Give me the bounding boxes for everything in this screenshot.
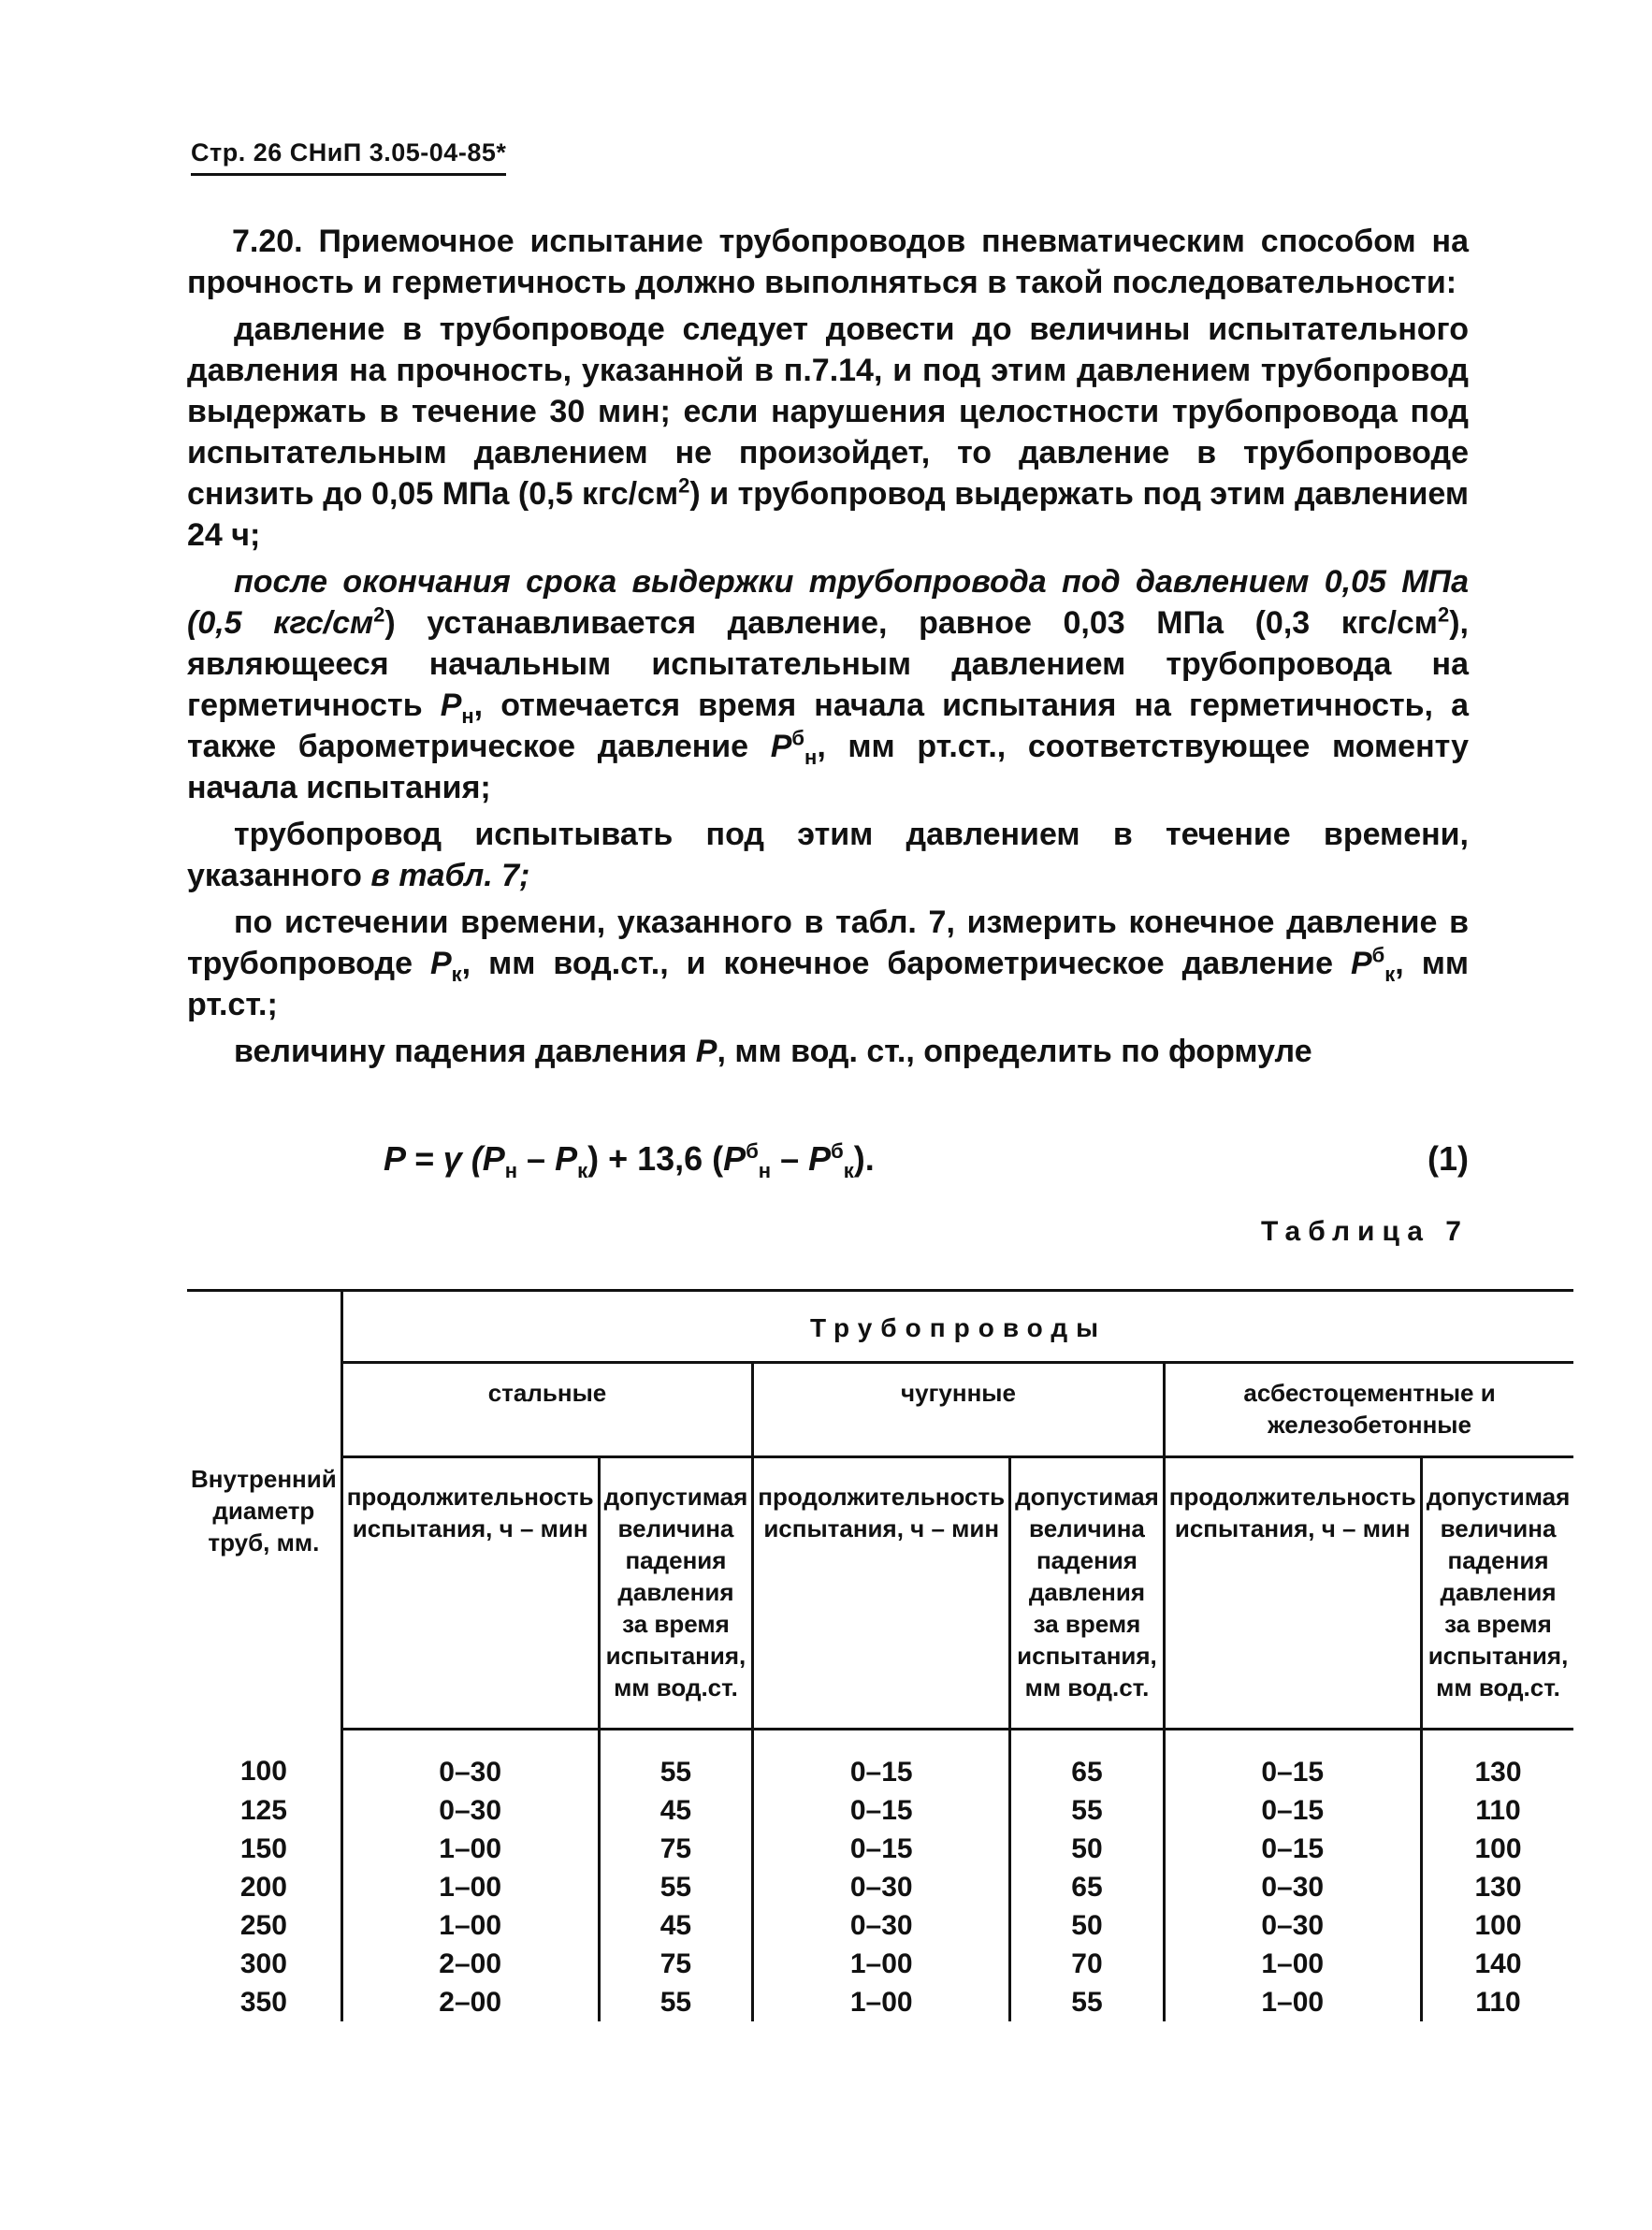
symbol-p: P bbox=[429, 946, 452, 981]
table-cell: 0–15 bbox=[1164, 1830, 1421, 1868]
p3-a: трубопровод испытывать под этим давлением в течение времени, указанного bbox=[187, 817, 1469, 893]
formula-minus: – bbox=[771, 1139, 809, 1178]
formula-sub: н bbox=[504, 1159, 518, 1183]
subgroup-cast-iron: чугунные bbox=[753, 1363, 1165, 1457]
group-header-pipelines: Трубопроводы bbox=[341, 1291, 1573, 1363]
table-cell: 50 bbox=[1010, 1830, 1165, 1868]
p4-b: , мм вод.ст., и конечное барометрическое давление bbox=[461, 946, 1351, 981]
table-cell: 0–30 bbox=[753, 1906, 1010, 1945]
symbol-p: P bbox=[695, 1034, 717, 1069]
formula-symbol: P bbox=[482, 1139, 505, 1178]
p1-sup: 2 bbox=[678, 473, 690, 498]
paragraph-pressure-drop bbox=[187, 1031, 1469, 1072]
table-cell: 1–00 bbox=[1164, 1945, 1421, 1983]
table-caption: Таблица 7 bbox=[1260, 1216, 1469, 1247]
table-row bbox=[187, 1868, 1573, 1906]
formula-symbol: P bbox=[555, 1139, 578, 1178]
table-cell: 65 bbox=[1010, 1868, 1165, 1906]
symbol-sub: к bbox=[451, 962, 462, 986]
cell-diameter: 250 bbox=[239, 1910, 287, 1941]
table-cell: 50 bbox=[1010, 1906, 1165, 1945]
formula-symbol: P bbox=[808, 1139, 832, 1178]
symbol-p: P bbox=[770, 729, 792, 764]
formula-minus: – bbox=[517, 1139, 556, 1178]
table-cell: 0–30 bbox=[1164, 1868, 1421, 1906]
formula-lhs: P = γ ( bbox=[384, 1139, 483, 1178]
table-cell: 0–15 bbox=[753, 1830, 1010, 1868]
table-cell: 1–00 bbox=[753, 1945, 1010, 1983]
p2-b: ) устанавливается давление, равное 0,03 МПа (0,3 кгс/см bbox=[384, 605, 1438, 641]
table-row bbox=[187, 1791, 1573, 1830]
table-cell: 45 bbox=[599, 1906, 753, 1945]
cell-diameter: 350 bbox=[239, 1987, 287, 2018]
formula-sub: к bbox=[843, 1159, 854, 1183]
paragraph-tightness-start bbox=[187, 561, 1469, 808]
table-7 bbox=[187, 1289, 1573, 2021]
table-subheader-row bbox=[187, 1363, 1573, 1457]
table-row bbox=[187, 1906, 1573, 1945]
p2-c: ), являющееся начальным испытательным давлением трубопровода на герметичность bbox=[187, 605, 1469, 723]
formula-sup: б bbox=[746, 1139, 759, 1163]
table-cell: 130 bbox=[1421, 1868, 1573, 1906]
column-header-drop: допустимая величина падения давления за время испытания, мм вод.ст. bbox=[1010, 1457, 1165, 1730]
intro-text: Приемочное испытание трубопроводов пневматическим способом на прочность и герметичность должно выполняться в такой последовательности: bbox=[187, 224, 1469, 300]
p2-sup1: 2 bbox=[373, 602, 385, 627]
table-cell: 65 bbox=[1010, 1730, 1165, 1792]
p1-text: давление в трубопроводе следует довести до величины испытательного давления на прочность, указанной в п.7.14, и под этим давлением трубопровод выдержать в течение 30 мин; если нарушения целостности трубопровода под испытательным давлением не произойдет, то давление в трубопроводе снизить до 0,05 МПа (0,5 кгс/см bbox=[187, 311, 1469, 512]
formula-sub: н bbox=[758, 1159, 772, 1183]
formula-sup: б bbox=[831, 1139, 844, 1163]
table-cell: 55 bbox=[599, 1868, 753, 1906]
paragraph-final-pressure bbox=[187, 902, 1469, 1025]
table-cell: 75 bbox=[599, 1945, 753, 1983]
table-cell: 55 bbox=[599, 1983, 753, 2021]
symbol-p: P bbox=[1350, 946, 1372, 981]
table-cell: 130 bbox=[1421, 1730, 1573, 1792]
section-7-20 bbox=[187, 221, 1469, 1078]
table-cell: 0–15 bbox=[753, 1791, 1010, 1830]
table-cell: 1–00 bbox=[341, 1868, 599, 1906]
table-cell: 45 bbox=[599, 1791, 753, 1830]
column-header-duration: продолжительность испытания, ч – мин bbox=[341, 1457, 599, 1730]
table-cell: 2–00 bbox=[341, 1983, 599, 2021]
table-cell: 0–15 bbox=[753, 1730, 1010, 1792]
page-header: Стр. 26 СНиП 3.05-04-85* bbox=[191, 138, 506, 176]
column-header-drop: допустимая величина падения давления за время испытания, мм вод.ст. bbox=[599, 1457, 753, 1730]
formula-end: ). bbox=[853, 1139, 875, 1178]
formula-mid: ) + 13,6 ( bbox=[587, 1139, 724, 1178]
table-cell: 100 bbox=[1421, 1830, 1573, 1868]
symbol-sup: б bbox=[791, 726, 805, 750]
cell-diameter: 100 bbox=[239, 1756, 287, 1788]
table-cell: 0–15 bbox=[1164, 1791, 1421, 1830]
cell-diameter: 150 bbox=[239, 1833, 287, 1864]
table-cell: 0–30 bbox=[753, 1868, 1010, 1906]
p5-a: величину падения давления bbox=[234, 1034, 696, 1069]
symbol-sup: б bbox=[1371, 943, 1385, 967]
table-cell: 55 bbox=[599, 1730, 753, 1792]
p2-a: после окончания срока выдержки трубопровода под давлением 0,05 МПа (0,5 кгс/см bbox=[187, 564, 1469, 641]
table-leaf-header-row bbox=[187, 1457, 1573, 1730]
table-row bbox=[187, 1945, 1573, 1983]
table-cell: 1–00 bbox=[341, 1906, 599, 1945]
subgroup-steel: стальные bbox=[341, 1363, 753, 1457]
column-header-diameter: Внутренний диаметр труб, мм. bbox=[187, 1291, 341, 1730]
section-number: 7.20. bbox=[232, 224, 303, 259]
subgroup-asbestos-concrete: асбестоцементные и железобетонные bbox=[1164, 1363, 1573, 1457]
table-cell: 2–00 bbox=[341, 1945, 599, 1983]
p4-c: , мм рт.ст.; bbox=[187, 946, 1469, 1022]
formula-number: (1) bbox=[1427, 1139, 1469, 1178]
p4-a: по истечении времени, указанного в табл. 7, измерить конечное давление в трубопроводе bbox=[187, 905, 1469, 981]
formula-sub: к bbox=[577, 1159, 588, 1183]
table-cell: 75 bbox=[599, 1830, 753, 1868]
table-cell: 0–30 bbox=[341, 1791, 599, 1830]
formula-symbol: P bbox=[723, 1139, 746, 1178]
p2-d: , отмечается время начала испытания на герметичность, а также барометрическое давление bbox=[187, 688, 1469, 764]
symbol-sub: н bbox=[461, 703, 474, 728]
column-header-duration: продолжительность испытания, ч – мин bbox=[753, 1457, 1010, 1730]
table-cell: 55 bbox=[1010, 1983, 1165, 2021]
p5-b: , мм вод. ст., определить по формуле bbox=[717, 1034, 1312, 1069]
cell-diameter: 200 bbox=[239, 1872, 287, 1903]
table-cell: 0–30 bbox=[1164, 1906, 1421, 1945]
table-cell: 1–00 bbox=[1164, 1983, 1421, 2021]
cell-diameter: 125 bbox=[239, 1795, 287, 1826]
symbol-p: P bbox=[440, 688, 462, 723]
symbol-sub: к bbox=[1384, 962, 1396, 986]
table-row bbox=[187, 1983, 1573, 2021]
cell-diameter: 300 bbox=[239, 1948, 287, 1979]
p2-sup2: 2 bbox=[1437, 602, 1450, 627]
table-cell: 1–00 bbox=[753, 1983, 1010, 2021]
section-intro bbox=[187, 221, 1469, 303]
paragraph-strength-test bbox=[187, 309, 1469, 556]
paragraph-test-duration bbox=[187, 814, 1469, 896]
column-header-drop: допустимая величина падения давления за время испытания, мм вод.ст. bbox=[1421, 1457, 1573, 1730]
table-cell: 110 bbox=[1421, 1983, 1573, 2021]
table-cell: 140 bbox=[1421, 1945, 1573, 1983]
table-cell: 110 bbox=[1421, 1791, 1573, 1830]
table-header-row bbox=[187, 1291, 1573, 1363]
table-cell: 0–15 bbox=[1164, 1730, 1421, 1792]
p1-end: ) и трубопровод выдержать под этим давлением 24 ч; bbox=[187, 476, 1469, 553]
table-cell: 100 bbox=[1421, 1906, 1573, 1945]
p3-b: в табл. 7; bbox=[370, 858, 530, 893]
table-cell: 1–00 bbox=[341, 1830, 599, 1868]
table-row bbox=[187, 1830, 1573, 1868]
table-cell: 55 bbox=[1010, 1791, 1165, 1830]
column-header-duration: продолжительность испытания, ч – мин bbox=[1164, 1457, 1421, 1730]
symbol-sub: н bbox=[804, 745, 818, 769]
table-row bbox=[187, 1730, 1573, 1792]
formula-1 bbox=[384, 1139, 1469, 1183]
p2-e: , мм рт.ст., соответствующее моменту начала испытания; bbox=[187, 729, 1470, 805]
table-cell: 0–30 bbox=[341, 1730, 599, 1792]
table-cell: 70 bbox=[1010, 1945, 1165, 1983]
